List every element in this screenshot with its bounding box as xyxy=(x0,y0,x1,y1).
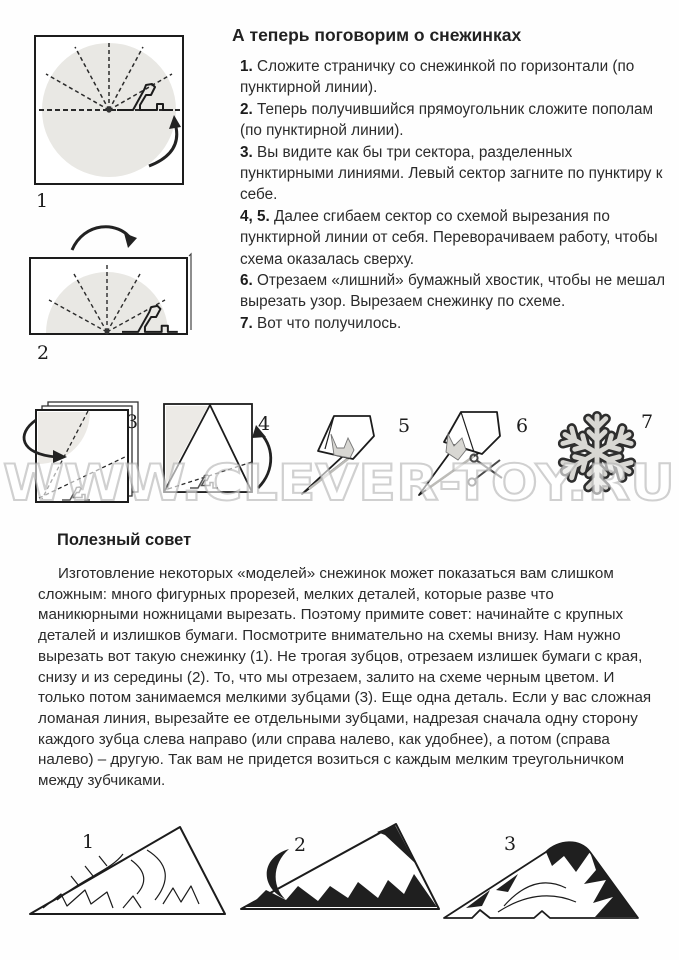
instruction-step xyxy=(240,270,666,313)
cutting-scheme-3-figure xyxy=(438,828,646,922)
figure-number: 3 xyxy=(126,411,139,433)
instruction-step xyxy=(240,313,666,334)
cutting-scheme-1-figure xyxy=(27,822,229,922)
step-number: 3. xyxy=(240,143,253,161)
fold-step-5-figure xyxy=(294,404,400,502)
step-text: Вот что получилось. xyxy=(257,314,402,332)
instruction-step xyxy=(240,56,666,99)
step-number: 4, 5. xyxy=(240,207,270,225)
step-number: 6. xyxy=(240,272,253,290)
instruction-step xyxy=(240,142,666,206)
figure-number: 3 xyxy=(504,833,517,855)
figure-number: 1 xyxy=(82,831,95,853)
figure-number: 2 xyxy=(294,834,307,856)
figure-number: 7 xyxy=(641,411,654,433)
instruction-step xyxy=(240,99,666,142)
scissors-icon xyxy=(468,454,502,485)
step-text: Отрезаем «лишний» бумажный хвостик, чтобы не мешал вырезать узор. Вырезаем снежинку по схеме. xyxy=(240,272,666,311)
step-text: Далее сгибаем сектор со схемой вырезания по пунктирной линии от себя. Переворачиваем работу, чтобы схема оказалась сверху. xyxy=(240,207,658,268)
cutting-scheme-2-figure xyxy=(237,817,443,921)
tip-body: Изготовление некоторых «моделей» снежинок может показаться вам слишком сложным: много фигурных прорезей, мелких деталей, которые разве что маникюрными ножницами вырезать. Поэтому примите совет: начинайте с крупных деталей и излишков бумаги. Посмотрите внимательно на схемы внизу. Нам нужно вырезать вот такую снежинку (1). Не трогая зубцов, отрезаем излишек бумаги с края, снизу и из середины (2). То, что мы отрезаем, залито на схеме черным цветом. И только потом занимаемся мелкими зубцами (3). Еще одна деталь. Если у вас сложная ломаная линия, вырезайте ее отдельными зубцами, надрезая сначала одну сторону каждого зубца слева направо (или справа налево, как удобнее), а потом (справа налево) – другую. Так вам не придется возиться с каждым мелким треугольничком между зубчиками. xyxy=(38,565,652,790)
watermark-text: WWW.CLEVER-TOY.RU xyxy=(3,454,676,512)
figure-number: 2 xyxy=(37,342,50,364)
step-number: 2. xyxy=(240,100,253,118)
instruction-list xyxy=(240,56,666,334)
flip-arrow-icon xyxy=(72,227,137,250)
tip-heading: Полезный совет xyxy=(57,531,192,549)
step-text: Вы видите как бы три сектора, разделенных пунктирными линиями. Левый сектор загните по пунктиру к себе. xyxy=(240,143,663,204)
instruction-step xyxy=(240,206,666,270)
fold-step-2-figure xyxy=(26,214,208,344)
step-number: 7. xyxy=(240,314,253,332)
figure-number: 4 xyxy=(258,413,271,435)
step-number: 1. xyxy=(240,58,253,75)
figure-number: 1 xyxy=(36,190,49,212)
fold-step-1-figure xyxy=(33,34,187,190)
figure-number: 6 xyxy=(516,415,529,437)
fold-step-6-figure xyxy=(414,402,520,502)
page-title: А теперь поговорим о снежинках xyxy=(232,25,522,45)
step-text: Теперь получившийся прямоугольник сложите пополам (по пунктирной линии). xyxy=(240,100,654,140)
figure-number: 5 xyxy=(398,415,411,437)
finished-snowflake-figure xyxy=(553,409,641,497)
step-text: Сложите страничку со снежинкой по горизонтали (по пунктирной линии). xyxy=(240,58,635,97)
